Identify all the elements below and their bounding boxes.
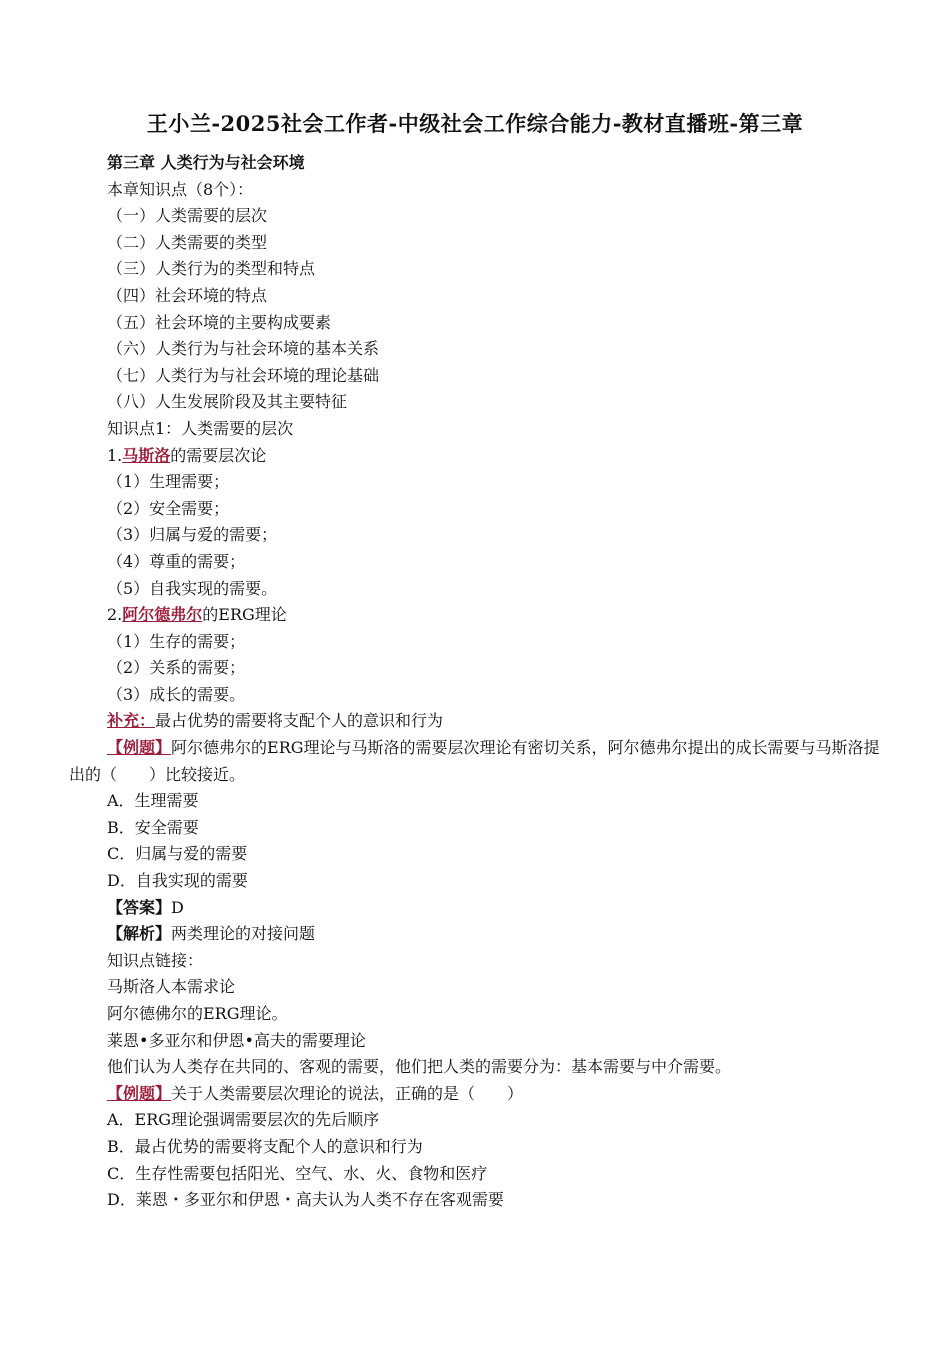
example1-label: 【例题】	[107, 738, 172, 758]
example1-option: A．生理需要	[107, 791, 199, 811]
example2-option: C．生存性需要包括阳光、空气、水、火、食物和医疗	[107, 1163, 488, 1183]
alderfer-item: （2）关系的需要；	[107, 658, 246, 678]
alderfer-heading	[107, 602, 887, 629]
link-item: 马斯洛人本需求论	[107, 977, 236, 997]
document-title: 王小兰-2025社会工作者-中级社会工作综合能力-教材直播班-第三章	[146, 111, 804, 136]
maslow-link[interactable]: 马斯洛	[122, 445, 171, 465]
maslow-heading	[107, 443, 887, 470]
answer-value: D	[171, 897, 184, 917]
example1-analysis	[107, 921, 887, 948]
kp1-heading: 知识点1：人类需要的层次	[107, 418, 294, 438]
knowledge-point: （六）人类行为与社会环境的基本关系	[107, 339, 380, 359]
analysis-label: 【解析】	[107, 924, 172, 944]
chapter-heading: 第三章 人类行为与社会环境	[107, 153, 305, 172]
links-note: 他们认为人类存在共同的、客观的需要，他们把人类的需要分为：基本需要与中介需要。	[107, 1057, 732, 1077]
example1-option: B．安全需要	[107, 817, 199, 837]
links-heading: 知识点链接：	[107, 950, 204, 970]
example2-question-text: 关于人类需要层次理论的说法，正确的是（ ）	[171, 1083, 524, 1103]
knowledge-point: （二）人类需要的类型	[107, 232, 268, 252]
document-body	[69, 150, 887, 1214]
example1-question	[69, 735, 884, 788]
example1-question-text: 阿尔德弗尔的ERG理论与马斯洛的需要层次理论有密切关系，阿尔德弗尔提出的成长需要与马斯洛提出的（ ）比较接近。	[69, 738, 880, 784]
alderfer-item: （3）成长的需要。	[107, 684, 246, 704]
example1-option: D．自我实现的需要	[107, 871, 248, 891]
maslow-item: （2）安全需要；	[107, 498, 230, 518]
knowledge-intro: 本章知识点（8个）：	[107, 179, 254, 199]
knowledge-point: （七）人类行为与社会环境的理论基础	[107, 365, 380, 385]
example2-option: B．最占优势的需要将支配个人的意识和行为	[107, 1136, 423, 1156]
knowledge-point: （八）人生发展阶段及其主要特征	[107, 392, 348, 412]
example2-option: A．ERG理论强调需要层次的先后顺序	[107, 1110, 380, 1130]
alderfer-link[interactable]: 阿尔德弗尔	[122, 605, 203, 625]
example1-option: C．归属与爱的需要	[107, 844, 248, 864]
maslow-item: （1）生理需要；	[107, 472, 230, 492]
example2-label: 【例题】	[107, 1083, 172, 1103]
maslow-item: （4）尊重的需要；	[107, 551, 246, 571]
alderfer-item: （1）生存的需要；	[107, 631, 246, 651]
supplement-label: 补充：	[107, 711, 156, 731]
maslow-suffix: 的需要层次论	[170, 445, 267, 465]
link-item: 莱恩•多亚尔和伊恩•高夫的需要理论	[107, 1030, 366, 1050]
link-item: 阿尔德佛尔的ERG理论。	[107, 1004, 288, 1023]
supplement	[107, 708, 887, 735]
knowledge-point: （一）人类需要的层次	[107, 206, 268, 226]
alderfer-prefix: 2.	[107, 605, 123, 625]
maslow-prefix: 1.	[107, 445, 123, 465]
knowledge-point: （三）人类行为的类型和特点	[107, 259, 316, 279]
answer-label: 【答案】	[107, 897, 172, 917]
example2-question	[107, 1081, 887, 1108]
analysis-text: 两类理论的对接问题	[171, 924, 316, 944]
example2-option: D．莱恩・多亚尔和伊恩・高夫认为人类不存在客观需要	[107, 1190, 504, 1210]
maslow-item: （5）自我实现的需要。	[107, 578, 278, 598]
example1-answer	[107, 895, 887, 922]
alderfer-suffix: 的ERG理论	[202, 605, 287, 625]
knowledge-point: （五）社会环境的主要构成要素	[107, 312, 332, 332]
supplement-text: 最占优势的需要将支配个人的意识和行为	[155, 711, 444, 731]
maslow-item: （3）归属与爱的需要；	[107, 525, 278, 545]
knowledge-point: （四）社会环境的特点	[107, 285, 268, 305]
